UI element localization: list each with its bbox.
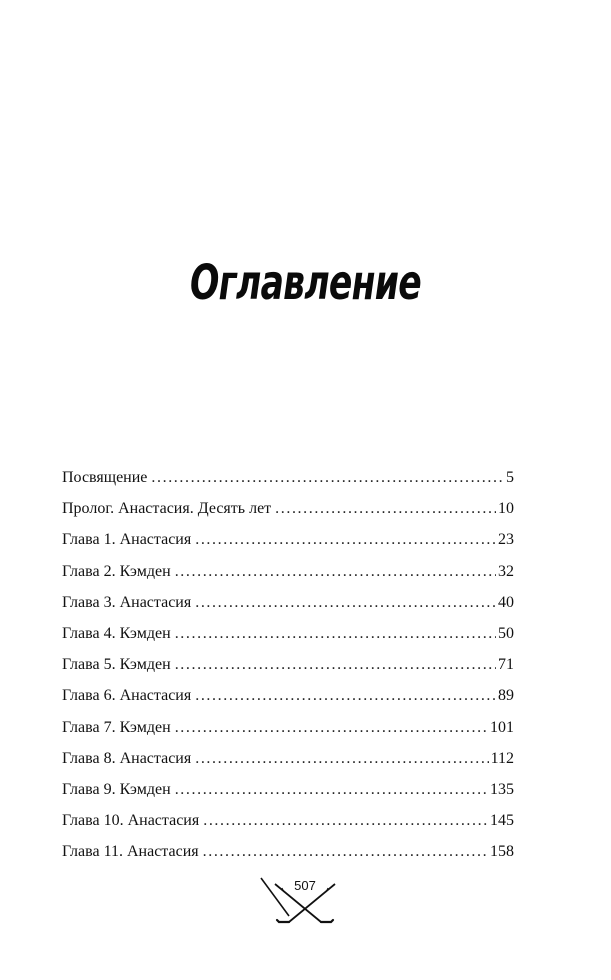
toc-entry-label: Глава 9. Кэмден (62, 780, 171, 798)
toc-entry-label: Глава 6. Анастасия (62, 687, 192, 705)
dot-leader (203, 836, 488, 867)
table-of-contents (62, 462, 514, 867)
dot-leader (195, 680, 496, 711)
crossed-hockey-sticks-icon (255, 872, 355, 932)
toc-entry-label: Глава 4. Кэмден (62, 624, 171, 642)
dot-leader (175, 712, 488, 743)
toc-entry-page: 32 (498, 562, 514, 580)
toc-entry-page: 23 (498, 531, 514, 549)
toc-entry-label: Глава 1. Анастасия (62, 531, 192, 549)
toc-entry (62, 712, 514, 743)
toc-entry (62, 587, 514, 618)
toc-entry-page: 135 (490, 780, 514, 798)
toc-entry-label: Глава 2. Кэмден (62, 562, 171, 580)
toc-entry-label: Глава 5. Кэмден (62, 656, 171, 674)
toc-entry-page: 40 (498, 593, 514, 611)
toc-entry-label: Пролог. Анастасия. Десять лет (62, 500, 272, 518)
toc-entry (62, 493, 514, 524)
toc-entry-label: Глава 10. Анастасия (62, 812, 200, 830)
toc-entry-page: 158 (490, 843, 514, 861)
toc-entry-label: Глава 8. Анастасия (62, 749, 192, 767)
dot-leader (195, 587, 496, 618)
toc-entry (62, 618, 514, 649)
toc-entry-label: Посвящение (62, 469, 148, 486)
dot-leader (175, 618, 496, 649)
toc-entry-page: 10 (498, 500, 514, 518)
dot-leader (175, 774, 488, 805)
toc-entry-label: Глава 3. Анастасия (62, 593, 192, 611)
toc-entry-label: Глава 11. Анастасия (62, 843, 199, 861)
toc-entry (62, 649, 514, 680)
dot-leader (195, 743, 488, 774)
toc-entry-page: 101 (490, 718, 514, 736)
toc-entry-page: 145 (490, 812, 514, 830)
toc-entry-page: 112 (490, 749, 514, 767)
dot-leader (151, 462, 504, 493)
toc-entry (62, 774, 514, 805)
toc-entry-page: 50 (498, 624, 514, 642)
page-title: Оглавление (189, 255, 422, 311)
toc-entry (62, 680, 514, 711)
toc-entry-page: 71 (498, 656, 514, 674)
dot-leader (195, 524, 496, 555)
toc-entry (62, 805, 514, 836)
page-number: 507 (294, 878, 316, 893)
toc-entry-page: 5 (506, 469, 514, 486)
toc-entry-page: 89 (498, 687, 514, 705)
dot-leader (203, 805, 488, 836)
toc-entry (62, 836, 514, 867)
dot-leader (175, 649, 496, 680)
toc-entry-label: Глава 7. Кэмден (62, 718, 171, 736)
page-footer (255, 872, 355, 932)
toc-entry (62, 462, 514, 493)
toc-entry (62, 743, 514, 774)
dot-leader (275, 493, 496, 524)
toc-entry (62, 524, 514, 555)
dot-leader (175, 556, 496, 587)
toc-entry (62, 556, 514, 587)
